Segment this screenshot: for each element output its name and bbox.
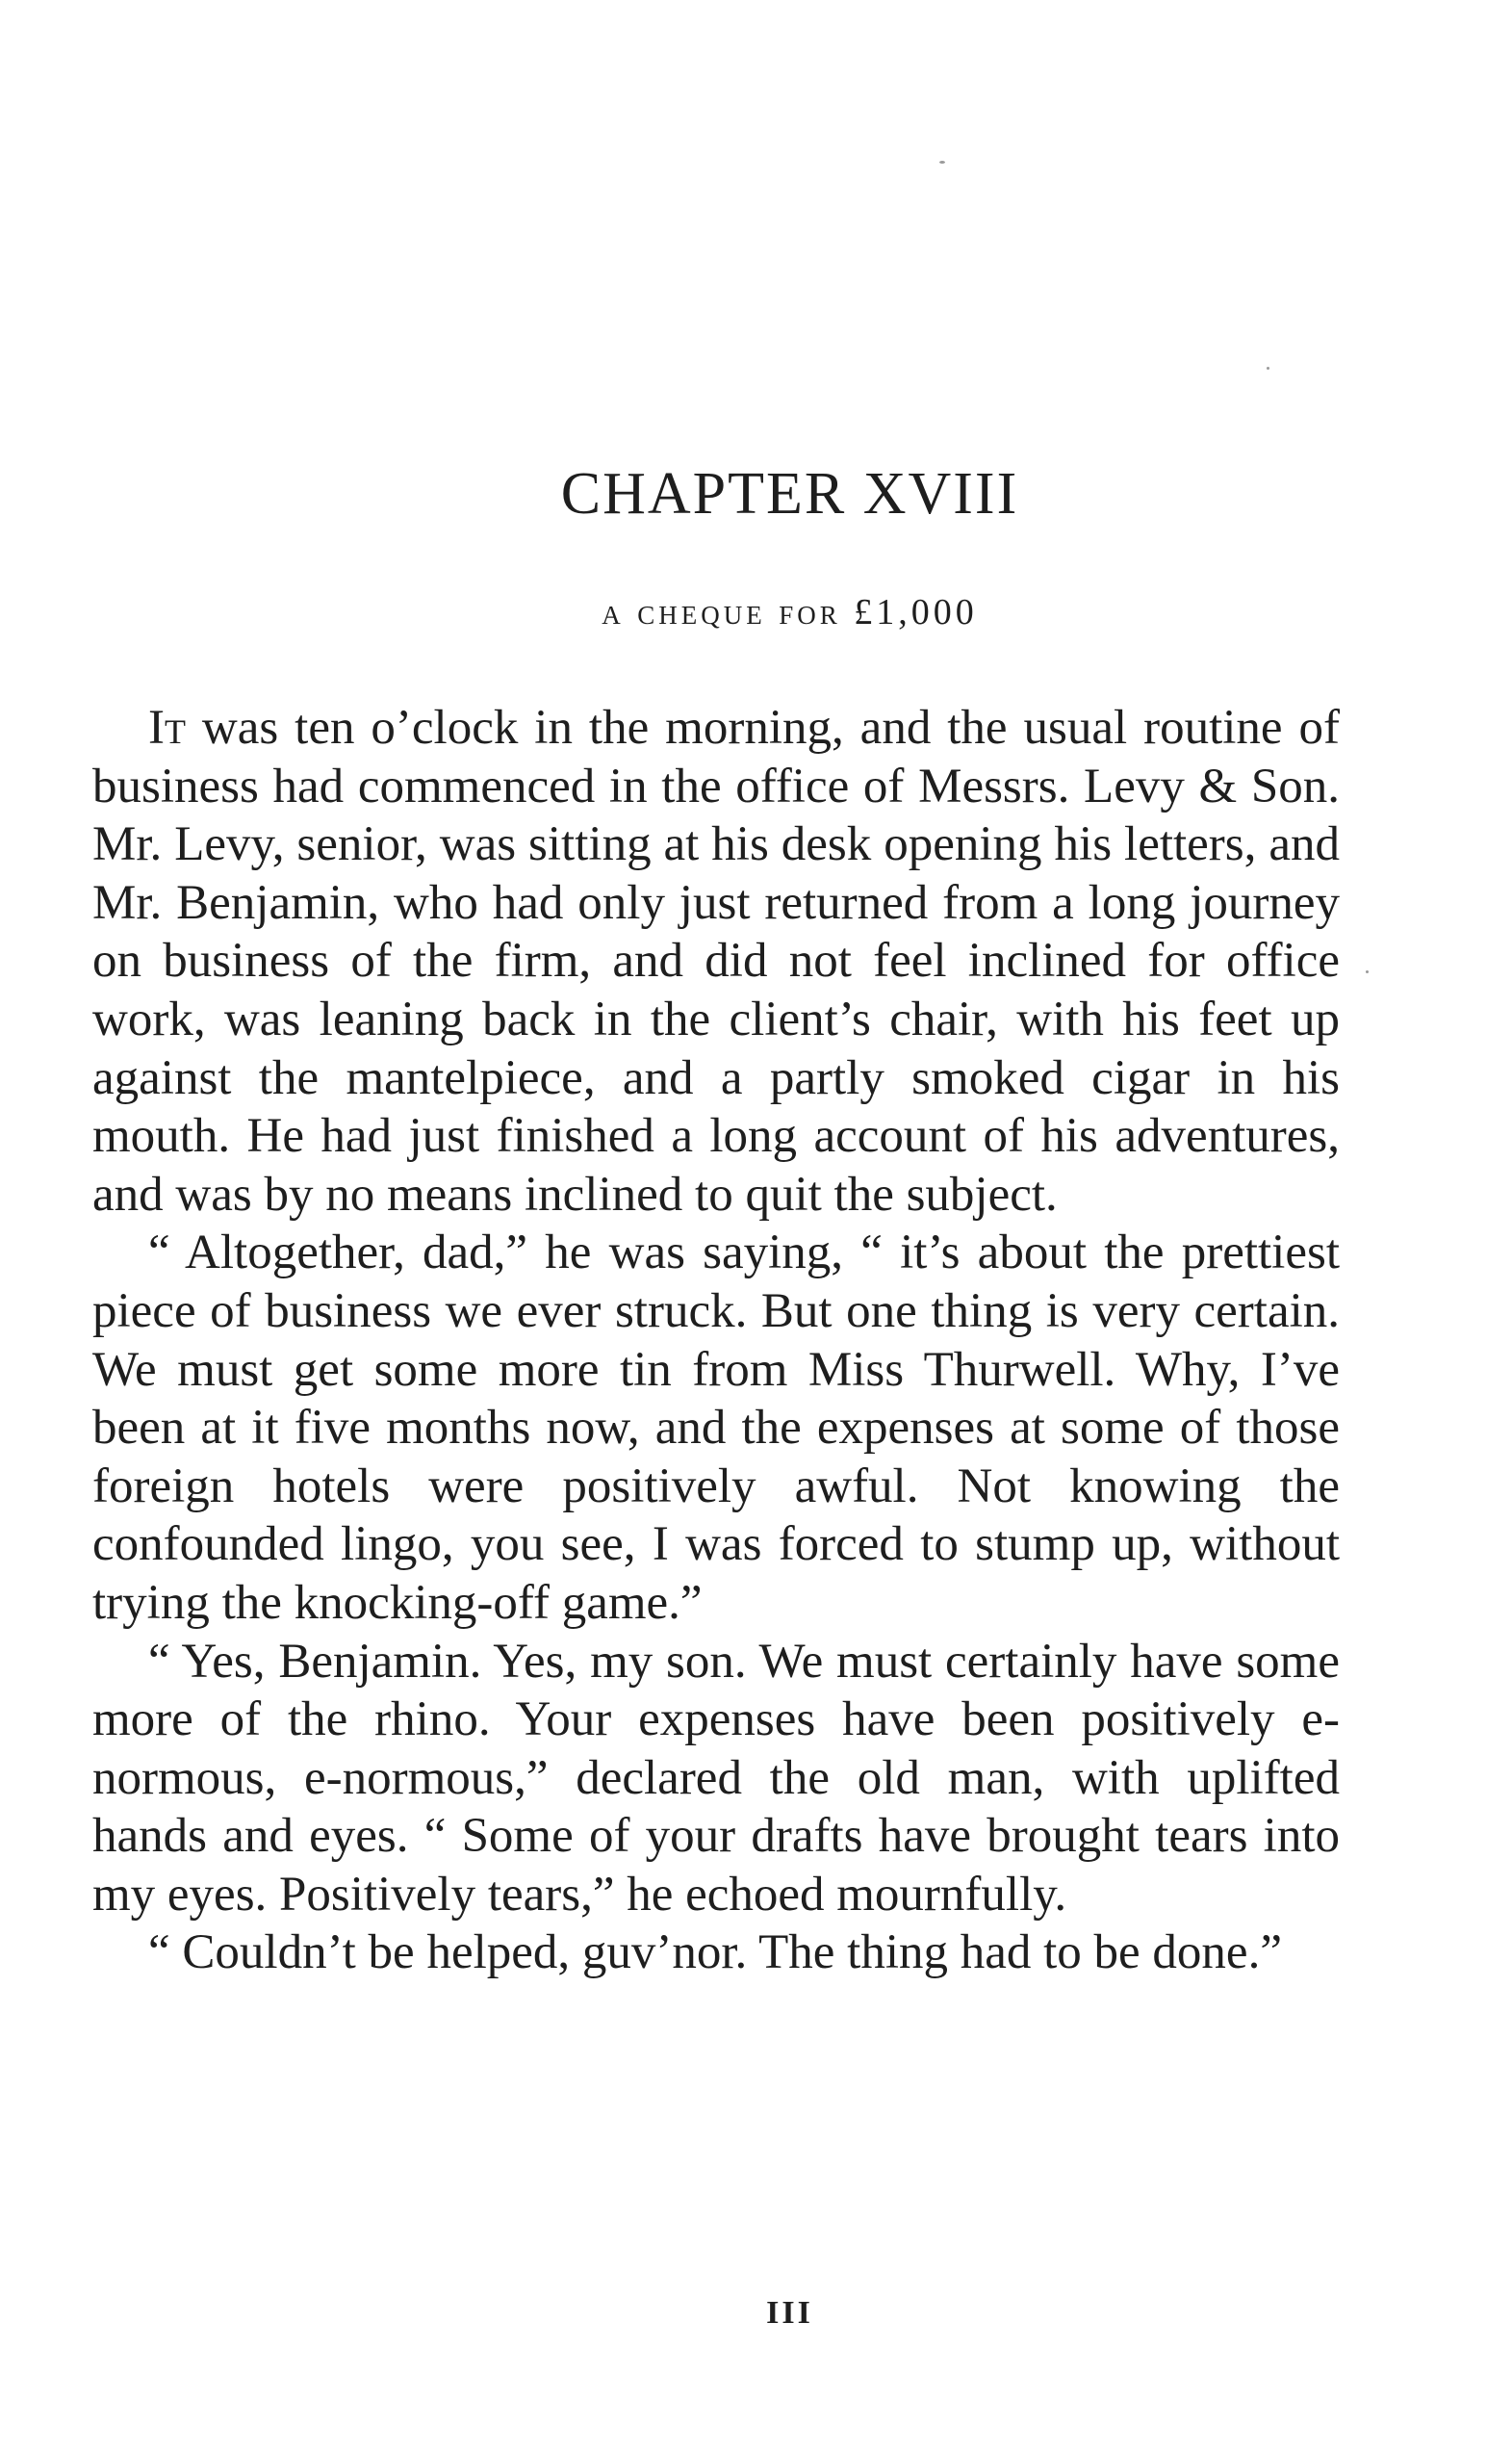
chapter-heading: CHAPTER XVIII <box>560 461 1019 527</box>
chapter-body <box>92 699 1340 1982</box>
paragraph <box>92 1224 1340 1632</box>
opening-word: It <box>148 701 186 755</box>
paragraph <box>92 1633 1340 1924</box>
paper-speck <box>1267 367 1269 370</box>
paragraph <box>92 1923 1340 1982</box>
paper-speck <box>1366 970 1369 973</box>
paragraph-text: “ Altogether, dad,” he was saying, “ it’s about the prettiest piece of business we ever struck. But one thing is very certain. We must get some more tin from Miss Thurwell. Why, I’ve been at it five months now, and the expenses at some of those foreign hotels were positively awful. Not knowing the confounded lingo, you see, I was forced to stump up, without trying the knocking-off game.” <box>92 1226 1340 1630</box>
paragraph-text: “ Couldn’t be helped, guv’nor. The thing had to be done.” <box>148 1925 1282 1980</box>
paper-speck <box>939 161 945 164</box>
chapter-subtitle: a cheque for £1,000 <box>602 592 978 632</box>
page-number: III <box>766 2295 813 2331</box>
paragraph-text: “ Yes, Benjamin. Yes, my son. We must certainly have some more of the rhino. Your expenses have been positively e-normous, e-normous,” declared the old man, with uplifted hands and eyes. “ Some of your drafts have brought tears into my eyes. Positively tears,” he echoed mournfully. <box>92 1634 1340 1922</box>
paragraph-text: was ten o’clock in the morning, and the usual routine of business had commenced in the office of Messrs. Levy & Son. Mr. Levy, senior, was sitting at his desk opening his letters, and Mr. Benjamin, who had only just returned from a long journey on business of the firm, and did not feel inclined for office work, was leaning back in the client’s chair, with his feet up against the mantelpiece, and a partly smoked cigar in his mouth. He had just finished a long account of his adventures, and was by no means inclined to quit the subject. <box>92 701 1340 1222</box>
paragraph <box>92 699 1340 1224</box>
